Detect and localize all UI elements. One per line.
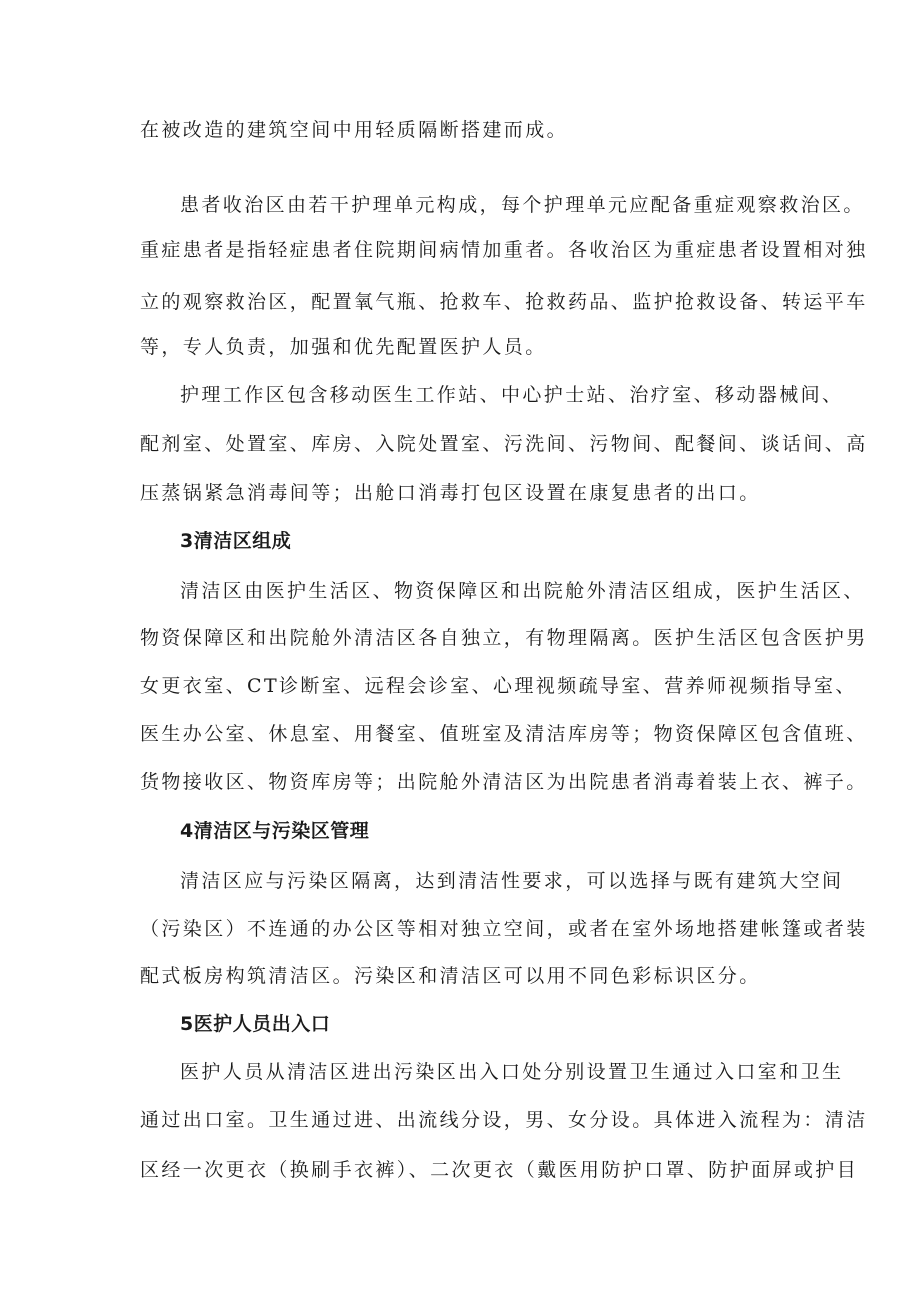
section-heading-5: 5医护人员出入口	[180, 1013, 331, 1035]
text-line: 通过出口室。卫生通过进、出流线分设，男、女分设。具体进入流程为：清洁	[140, 1109, 868, 1131]
paragraph-start: 患者收治区由若干护理单元构成，每个护理单元应配备重症观察救治区。	[180, 194, 865, 216]
text-line: 区经一次更衣（换刷手衣裤）、二次更衣（戴医用防护口罩、防护面屏或护目	[140, 1159, 859, 1181]
section-heading-4: 4清洁区与污染区管理	[180, 820, 370, 842]
text-line: 等，专人负责，加强和优先配置医护人员。	[140, 336, 547, 358]
text-line: 女更衣室、CT诊断室、远程会诊室、心理视频疏导室、营养师视频指导室、	[140, 675, 857, 697]
text-line: 压蒸锅紧急消毒间等；出舱口消毒打包区设置在康复患者的出口。	[140, 482, 761, 504]
text-line: 配式板房构筑清洁区。污染区和清洁区可以用不同色彩标识区分。	[140, 965, 761, 987]
text-line: 重症患者是指轻症患者住院期间病情加重者。各收治区为重症患者设置相对独	[140, 239, 868, 261]
text-line: 配剂室、处置室、库房、入院处置室、污洗间、污物间、配餐间、谈话间、高	[140, 433, 868, 455]
text-line: （污染区）不连通的办公区等相对独立空间，或者在室外场地搭建帐篷或者装	[140, 918, 868, 940]
paragraph-start: 清洁区由医护生活区、物资保障区和出院舱外清洁区组成，医护生活区、	[180, 580, 865, 602]
text-line: 物资保障区和出院舱外清洁区各自独立，有物理隔离。医护生活区包含医护男	[140, 627, 868, 649]
section-heading-3: 3清洁区组成	[180, 530, 292, 552]
paragraph-start: 护理工作区包含移动医生工作站、中心护士站、治疗室、移动器械间、	[180, 384, 844, 406]
text-line: 货物接收区、物资库房等；出院舱外清洁区为出院患者消毒着装上衣、裤子。	[140, 771, 868, 793]
paragraph-start: 清洁区应与污染区隔离，达到清洁性要求，可以选择与既有建筑大空间	[180, 870, 844, 892]
paragraph-start: 医护人员从清洁区进出污染区出入口处分别设置卫生通过入口室和卫生	[180, 1061, 844, 1083]
text-line: 医生办公室、休息室、用餐室、值班室及清洁库房等；物资保障区包含值班、	[140, 723, 868, 745]
text-line: 在被改造的建筑空间中用轻质隔断搭建而成。	[140, 119, 569, 141]
text-line: 立的观察救治区，配置氧气瓶、抢救车、抢救药品、监护抢救设备、转运平车	[140, 291, 868, 313]
